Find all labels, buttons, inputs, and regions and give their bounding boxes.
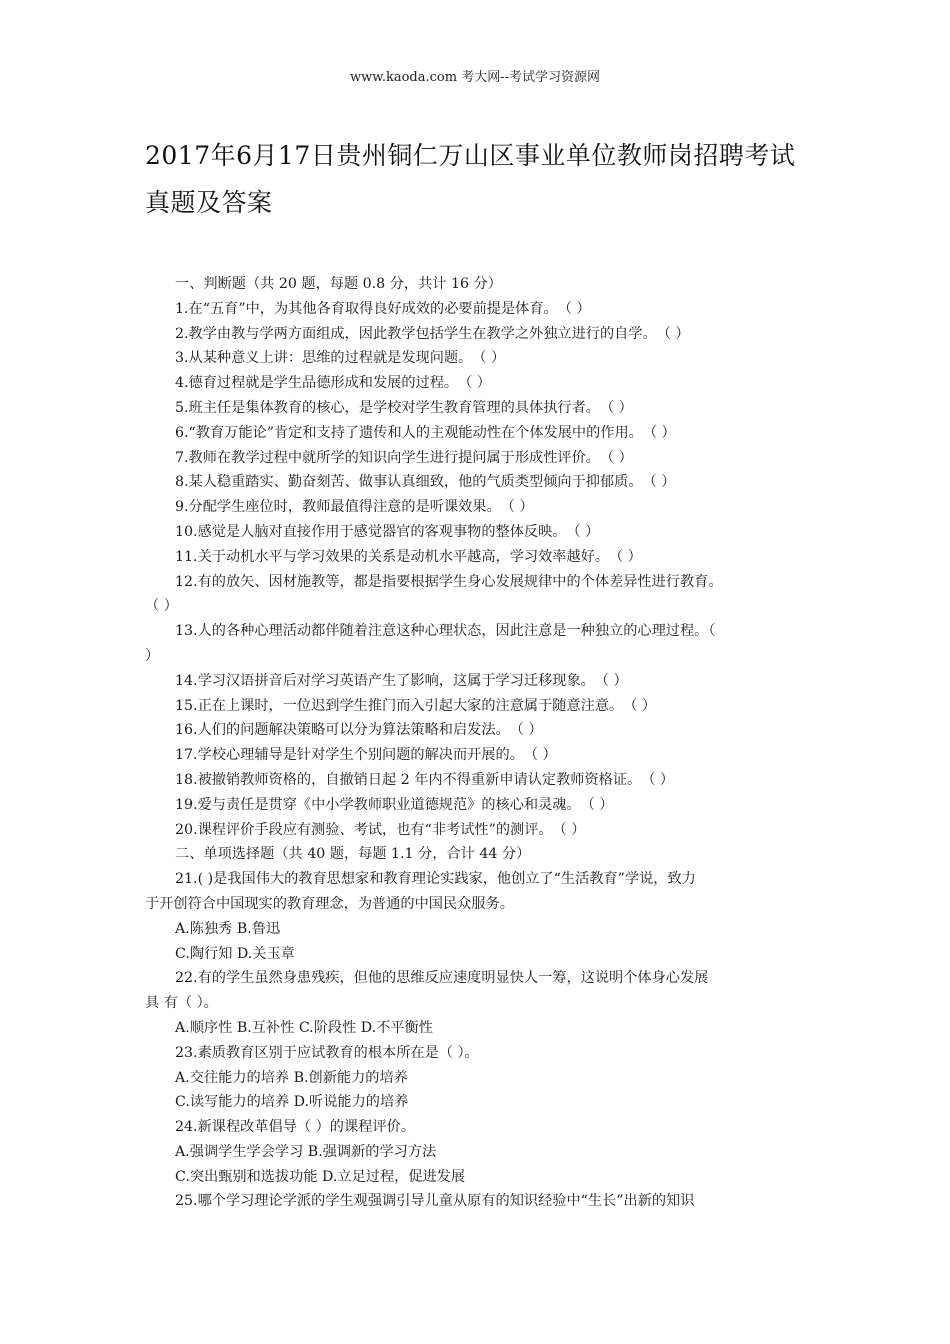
text-line: 15.正在上课时，一位迟到学生推门而入引起大家的注意属于随意注意。 （ ） [175,697,657,714]
text-line: 6.“教育万能论”肯定和支持了遗传和人的主观能动性在个体发展中的作用。 （ ） [175,424,676,441]
text-line: A.强调学生学会学习 B.强调新的学习方法 [175,1143,437,1160]
text-line: A.陈独秀 B.鲁迅 [175,920,281,937]
text-line: 具 有（ ）。 [145,995,218,1012]
text-line: 23.素质教育区别于应试教育的根本所在是（ ）。 [175,1044,479,1061]
text-line: 5.班主任是集体教育的核心，是学校对学生教育管理的具体执行者。 （ ） [175,399,633,416]
text-line: 11.关于动机水平与学习效果的关系是动机水平越高，学习效率越好。 （ ） [175,548,642,565]
text-line: ） [145,647,160,664]
text-line: 21.( )是我国伟大的教育思想家和教育理论实践家，他创立了“生活教育”学说，致力 [175,871,696,888]
text-line: C.陶行知 D.关玉章 [175,945,295,962]
text-line: 二、单项选择题（共 40 题，每题 1.1 分，合计 44 分） [175,846,531,863]
text-line: 17.学校心理辅导是针对学生个别问题的解决而开展的。 （ ） [175,747,557,764]
text-line: 8.某人稳重踏实、勤奋刻苦、做事认真细致，他的气质类型倾向于抑郁质。 （ ） [175,474,676,491]
text-line: 7.教师在教学过程中就所学的知识向学生进行提问属于形成性评价。 （ ） [175,449,633,466]
text-line: 12.有的放矢、因材施教等，都是指要根据学生身心发展规律中的个体差异性进行教育。 [175,573,723,590]
title-line-1: 2017年6月17日贵州铜仁万山区事业单位教师岗招聘考试 [145,141,796,170]
document-body [145,272,810,1214]
text-line: 一、判断题（共 20 题，每题 0.8 分，共计 16 分） [175,276,502,292]
text-line: 9.分配学生座位时，教师最值得注意的是听课效果。 （ ） [175,499,534,516]
text-line: 3.从某种意义上讲：思维的过程就是发现问题。 （ ） [175,350,506,367]
text-line: 13.人的各种心理活动都伴随着注意这种心理状态，因此注意是一种独立的心理过程。（ [175,623,716,640]
text-line: 16.人们的问题解决策略可以分为算法策略和启发法。 （ ） [175,722,543,739]
text-line: 于开创符合中国现实的教育理念，为普通的中国民众服务。 [145,895,514,912]
text-line: 14.学习汉语拼音后对学习英语产生了影响，这属于学习迁移现象。 （ ） [175,672,628,689]
text-line: 4.德育过程就是学生品德形成和发展的过程。 （ ） [175,375,491,392]
text-line: 10.感觉是人脑对直接作用于感觉器官的客观事物的整体反映。 （ ） [175,523,600,540]
text-line: A.顺序性 B.互补性 C.阶段性 D.不平衡性 [175,1019,433,1036]
title-line-2: 真题及答案 [145,188,273,217]
text-line: 25.哪个学习理论学派的学生观强调引导儿童从原有的知识经验中“生长”出新的知识 [175,1193,695,1210]
page-header: www.kaoda.com 考大网--考试学习资源网 [350,70,600,85]
text-line: A.交往能力的培养 B.创新能力的培养 [175,1069,408,1086]
document-title [145,132,825,226]
text-line: 19.爱与责任是贯穿《中小学教师职业道德规范》的核心和灵魂。 （ ） [175,796,614,813]
text-line: 18.被撤销教师资格的，自撤销日起 2 年内不得重新申请认定教师资格证。 （ ） [175,771,675,788]
text-line: 24.新课程改革倡导（ ）的课程评价。 [175,1119,415,1136]
text-line: C.读写能力的培养 D.听说能力的培养 [175,1094,409,1111]
text-line: C.突出甄别和选拔功能 D.立足过程，促进发展 [175,1168,466,1185]
text-line: 22.有的学生虽然身患残疾，但他的思维反应速度明显快人一筹，这说明个体身心发展 [175,970,709,987]
text-line: 20.课程评价手段应有测验、考试，也有“非考试性”的测评。 （ ） [175,821,586,838]
text-line: （ ） [145,598,178,615]
text-line: 2.教学由教与学两方面组成，因此教学包括学生在教学之外独立进行的自学。 （ ） [175,325,690,342]
text-line: 1.在“五育”中，为其他各育取得良好成效的必要前提是体育。 （ ） [175,300,591,317]
